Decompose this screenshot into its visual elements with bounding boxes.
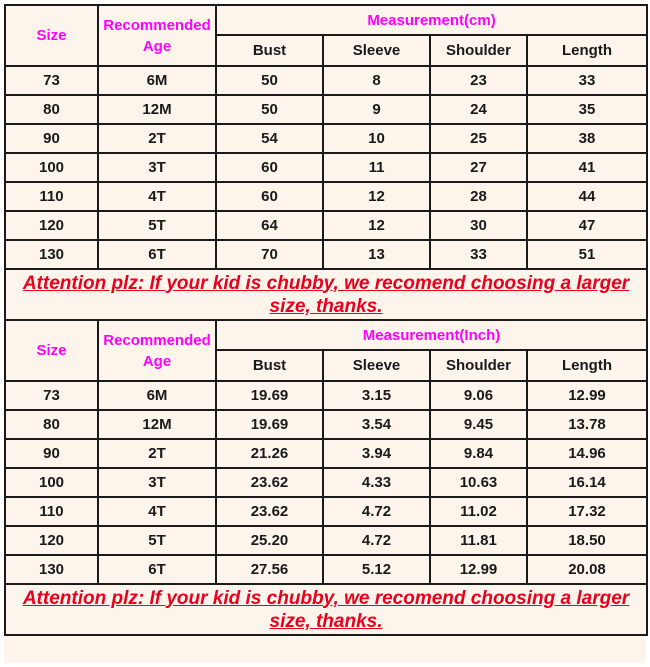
size-cell: 73 — [5, 381, 98, 410]
bust-cell: 23.62 — [216, 468, 323, 497]
length-cell: 47 — [527, 211, 647, 240]
table-row — [5, 211, 647, 240]
shoulder-cell: 27 — [430, 153, 527, 182]
size-cell: 110 — [5, 182, 98, 211]
shoulder-cell: 11.81 — [430, 526, 527, 555]
length-cell: 33 — [527, 66, 647, 95]
size-cell: 73 — [5, 66, 98, 95]
age-cell: 6T — [98, 555, 216, 584]
table-row — [5, 124, 647, 153]
shoulder-cell: 9.84 — [430, 439, 527, 468]
chubby-notice: Attention plz: If your kid is chubby, we recomend choosing a larger size, thanks. — [5, 269, 647, 320]
age-cell: 4T — [98, 497, 216, 526]
shoulder-cell: 30 — [430, 211, 527, 240]
bust-cell: 54 — [216, 124, 323, 153]
size-cell: 120 — [5, 526, 98, 555]
shoulder-cell: 25 — [430, 124, 527, 153]
shoulder-cell: 33 — [430, 240, 527, 269]
shoulder-cell: 9.06 — [430, 381, 527, 410]
table-row — [5, 410, 647, 439]
age-cell: 3T — [98, 153, 216, 182]
size-table-body — [5, 5, 647, 635]
size-header: Size — [5, 320, 98, 381]
sleeve-cell: 9 — [323, 95, 430, 124]
bust-cell: 60 — [216, 153, 323, 182]
length-cell: 51 — [527, 240, 647, 269]
table-row — [5, 497, 647, 526]
age-cell: 2T — [98, 124, 216, 153]
table-row — [5, 95, 647, 124]
size-cell: 100 — [5, 468, 98, 497]
length-cell: 13.78 — [527, 410, 647, 439]
sleeve-header: Sleeve — [323, 350, 430, 381]
table-row — [5, 240, 647, 269]
length-cell: 14.96 — [527, 439, 647, 468]
bust-cell: 19.69 — [216, 410, 323, 439]
recommended-age-header: Recommended Age — [98, 5, 216, 66]
sleeve-cell: 12 — [323, 211, 430, 240]
header-row-inch — [5, 320, 647, 350]
header-row-cm — [5, 5, 647, 35]
age-cell: 3T — [98, 468, 216, 497]
length-cell: 38 — [527, 124, 647, 153]
size-cell: 110 — [5, 497, 98, 526]
age-cell: 12M — [98, 410, 216, 439]
sleeve-cell: 8 — [323, 66, 430, 95]
age-cell: 5T — [98, 211, 216, 240]
age-cell: 5T — [98, 526, 216, 555]
size-table — [4, 4, 648, 636]
size-cell: 90 — [5, 439, 98, 468]
recommended-age-header: Recommended Age — [98, 320, 216, 381]
table-row — [5, 153, 647, 182]
bust-cell: 25.20 — [216, 526, 323, 555]
sleeve-cell: 10 — [323, 124, 430, 153]
size-chart — [4, 4, 646, 663]
length-cell: 44 — [527, 182, 647, 211]
chubby-notice: Attention plz: If your kid is chubby, we recomend choosing a larger size, thanks. — [5, 584, 647, 635]
sleeve-cell: 4.72 — [323, 497, 430, 526]
table-row — [5, 555, 647, 584]
size-cell: 120 — [5, 211, 98, 240]
length-cell: 35 — [527, 95, 647, 124]
bust-header: Bust — [216, 35, 323, 66]
size-cell: 130 — [5, 555, 98, 584]
length-cell: 12.99 — [527, 381, 647, 410]
bust-header: Bust — [216, 350, 323, 381]
size-cell: 80 — [5, 95, 98, 124]
age-cell: 4T — [98, 182, 216, 211]
table-row — [5, 182, 647, 211]
bust-cell: 27.56 — [216, 555, 323, 584]
notice-row — [5, 269, 647, 320]
age-cell: 6M — [98, 66, 216, 95]
length-cell: 20.08 — [527, 555, 647, 584]
size-cell: 130 — [5, 240, 98, 269]
bust-cell: 60 — [216, 182, 323, 211]
sleeve-cell: 12 — [323, 182, 430, 211]
measurement-header-inch: Measurement(Inch) — [216, 320, 647, 350]
sleeve-cell: 5.12 — [323, 555, 430, 584]
bust-cell: 19.69 — [216, 381, 323, 410]
size-cell: 90 — [5, 124, 98, 153]
sleeve-cell: 3.54 — [323, 410, 430, 439]
age-cell: 2T — [98, 439, 216, 468]
sleeve-cell: 3.15 — [323, 381, 430, 410]
shoulder-cell: 9.45 — [430, 410, 527, 439]
table-row — [5, 526, 647, 555]
shoulder-cell: 28 — [430, 182, 527, 211]
bust-cell: 70 — [216, 240, 323, 269]
length-cell: 16.14 — [527, 468, 647, 497]
sleeve-cell: 3.94 — [323, 439, 430, 468]
length-header: Length — [527, 350, 647, 381]
sleeve-cell: 4.72 — [323, 526, 430, 555]
size-header: Size — [5, 5, 98, 66]
length-cell: 18.50 — [527, 526, 647, 555]
shoulder-cell: 12.99 — [430, 555, 527, 584]
length-cell: 17.32 — [527, 497, 647, 526]
table-row — [5, 468, 647, 497]
sleeve-header: Sleeve — [323, 35, 430, 66]
sleeve-cell: 4.33 — [323, 468, 430, 497]
size-cell: 80 — [5, 410, 98, 439]
sleeve-cell: 11 — [323, 153, 430, 182]
bust-cell: 64 — [216, 211, 323, 240]
length-header: Length — [527, 35, 647, 66]
length-cell: 41 — [527, 153, 647, 182]
table-row — [5, 381, 647, 410]
shoulder-cell: 11.02 — [430, 497, 527, 526]
age-cell: 6T — [98, 240, 216, 269]
bust-cell: 23.62 — [216, 497, 323, 526]
bust-cell: 50 — [216, 95, 323, 124]
shoulder-cell: 10.63 — [430, 468, 527, 497]
notice-row — [5, 584, 647, 635]
bust-cell: 50 — [216, 66, 323, 95]
bust-cell: 21.26 — [216, 439, 323, 468]
size-cell: 100 — [5, 153, 98, 182]
sleeve-cell: 13 — [323, 240, 430, 269]
age-cell: 12M — [98, 95, 216, 124]
measurement-header-cm: Measurement(cm) — [216, 5, 647, 35]
shoulder-cell: 24 — [430, 95, 527, 124]
age-cell: 6M — [98, 381, 216, 410]
shoulder-header: Shoulder — [430, 350, 527, 381]
table-row — [5, 66, 647, 95]
shoulder-cell: 23 — [430, 66, 527, 95]
table-row — [5, 439, 647, 468]
shoulder-header: Shoulder — [430, 35, 527, 66]
